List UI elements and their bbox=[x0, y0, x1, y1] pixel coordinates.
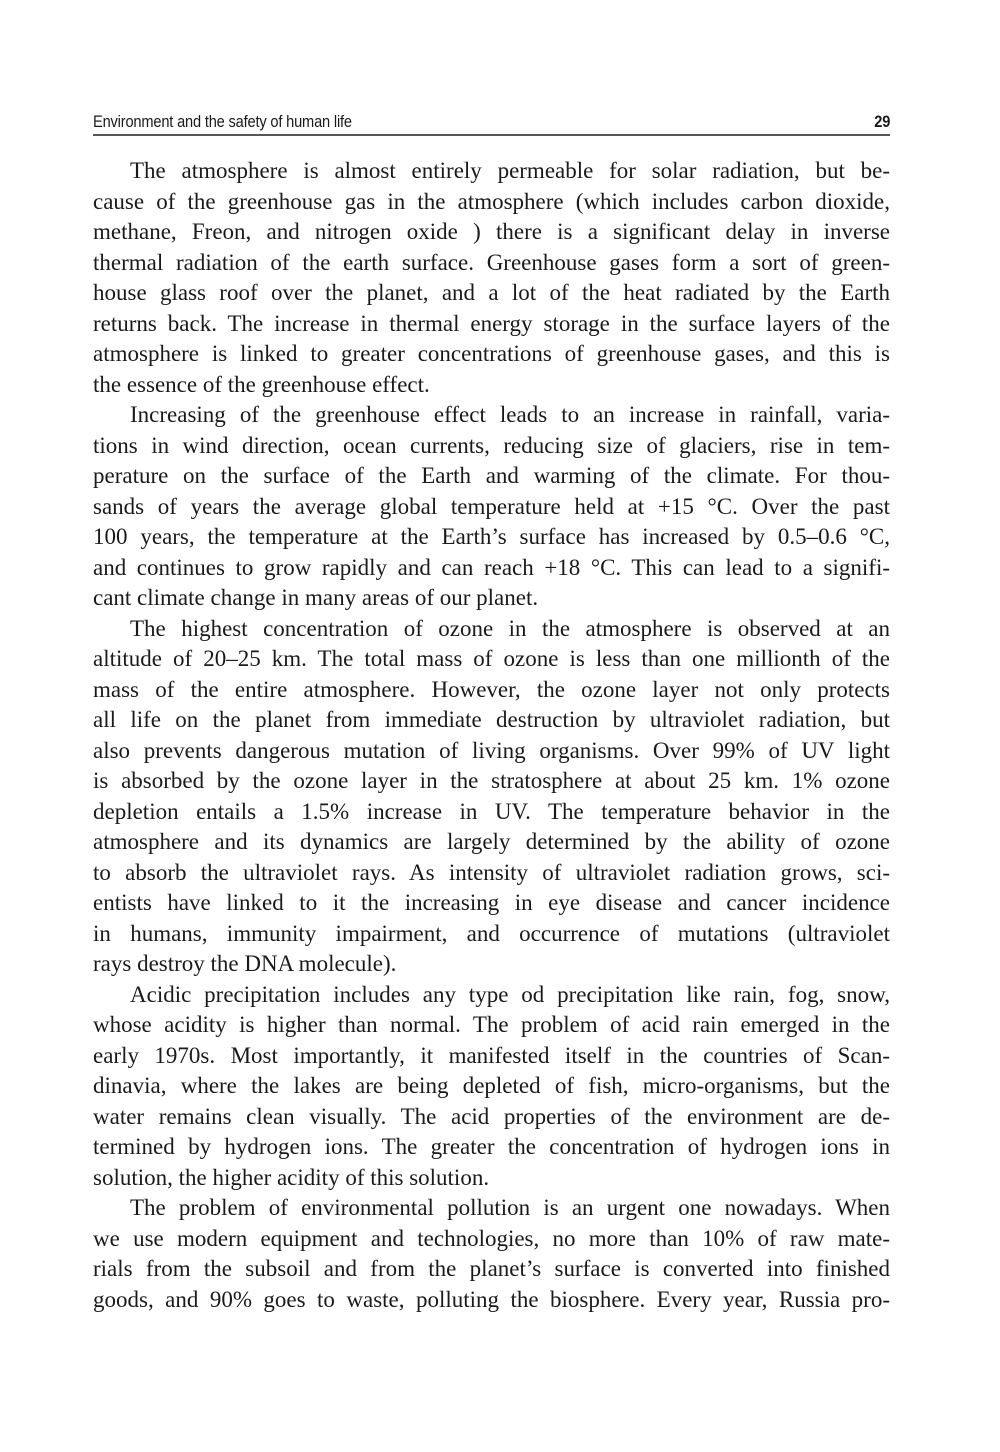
text-line: returns back. The increase in thermal energy storage in the surface layers of the bbox=[93, 310, 890, 336]
text-line: The highest concentration of ozone in the atmosphere is observed at an bbox=[130, 615, 890, 641]
text-line: rays destroy the DNA molecule). bbox=[93, 951, 397, 976]
text-line: goods, and 90% goes to waste, polluting the biosphere. Every year, Russia pro- bbox=[93, 1286, 890, 1312]
text-line: 100 years, the temperature at the Earth’s surface has increased by 0.5–0.6 °C, bbox=[93, 524, 890, 549]
text-line: the essence of the greenhouse effect. bbox=[93, 371, 430, 397]
text-line: also prevents dangerous mutation of living organisms. Over 99% of UV light bbox=[93, 737, 890, 763]
text-line: solution, the higher acidity of this solution. bbox=[93, 1164, 490, 1190]
text-line: whose acidity is higher than normal. The problem of acid rain emerged in the bbox=[93, 1012, 890, 1037]
text-line: The problem of environmental pollution is an urgent one nowadays. When bbox=[130, 1195, 890, 1220]
text-line: early 1970s. Most importantly, it manifested itself in the countries of Scan- bbox=[93, 1042, 890, 1068]
text-line: we use modern equipment and technologies, no more than 10% of raw mate- bbox=[93, 1225, 890, 1251]
text-line: cant climate change in many areas of our planet. bbox=[93, 585, 539, 610]
text-line: water remains clean visually. The acid properties of the environment are de- bbox=[93, 1103, 890, 1129]
text-line: sands of years the average global temperature held at +15 °C. Over the past bbox=[93, 493, 890, 519]
text-line: and continues to grow rapidly and can reach +18 °C. This can lead to a signifi- bbox=[93, 554, 890, 580]
text-line: altitude of 20–25 km. The total mass of ozone is less than one millionth of the bbox=[93, 646, 890, 671]
text-line: termined by hydrogen ions. The greater the concentration of hydrogen ions in bbox=[93, 1134, 890, 1159]
text-line: entists have linked to it the increasing in eye disease and cancer incidence bbox=[93, 890, 890, 915]
text-line: is absorbed by the ozone layer in the stratosphere at about 25 km. 1% ozone bbox=[93, 768, 890, 793]
text-line: depletion entails a 1.5% increase in UV. The temperature behavior in the bbox=[93, 798, 890, 824]
text-line: all life on the planet from immediate destruction by ultraviolet radiation, but bbox=[93, 707, 890, 732]
running-header bbox=[93, 106, 890, 132]
running-header-title: Environment and the safety of human life bbox=[93, 112, 352, 131]
text-line: to absorb the ultraviolet rays. As intensity of ultraviolet radiation grows, sci- bbox=[93, 859, 890, 885]
text-line: The atmosphere is almost entirely permeable for solar radiation, but be- bbox=[130, 158, 890, 183]
text-line: in humans, immunity impairment, and occurrence of mutations (ultraviolet bbox=[93, 920, 890, 946]
text-line: thermal radiation of the earth surface. Greenhouse gases form a sort of green- bbox=[93, 249, 890, 275]
paragraph bbox=[93, 614, 890, 980]
text-line: cause of the greenhouse gas in the atmosphere (which includes carbon dioxide, bbox=[93, 188, 890, 214]
body-text bbox=[93, 156, 890, 1315]
paragraph bbox=[93, 1193, 890, 1315]
text-line: atmosphere is linked to greater concentrations of greenhouse gases, and this is bbox=[93, 341, 890, 366]
paragraph bbox=[93, 400, 890, 614]
page-number: 29 bbox=[874, 112, 891, 131]
paragraph bbox=[93, 156, 890, 400]
text-line: Acidic precipitation includes any type od precipitation like rain, fog, snow, bbox=[130, 981, 890, 1007]
text-line: atmosphere and its dynamics are largely determined by the ability of ozone bbox=[93, 829, 890, 854]
text-line: methane, Freon, and nitrogen oxide ) there is a significant delay in inverse bbox=[93, 219, 890, 244]
text-line: house glass roof over the planet, and a lot of the heat radiated by the Earth bbox=[93, 280, 890, 305]
text-line: perature on the surface of the Earth and warming of the climate. For thou- bbox=[93, 463, 890, 488]
header-rule bbox=[93, 134, 890, 136]
text-line: tions in wind direction, ocean currents, reducing size of glaciers, rise in tem- bbox=[93, 432, 890, 458]
text-line: dinavia, where the lakes are being depleted of fish, micro-organisms, but the bbox=[93, 1073, 890, 1098]
paragraph bbox=[93, 980, 890, 1194]
book-page bbox=[93, 106, 890, 1315]
text-line: rials from the subsoil and from the planet’s surface is converted into finished bbox=[93, 1256, 890, 1281]
text-line: mass of the entire atmosphere. However, the ozone layer not only protects bbox=[93, 676, 890, 702]
text-line: Increasing of the greenhouse effect leads to an increase in rainfall, varia- bbox=[130, 402, 890, 427]
